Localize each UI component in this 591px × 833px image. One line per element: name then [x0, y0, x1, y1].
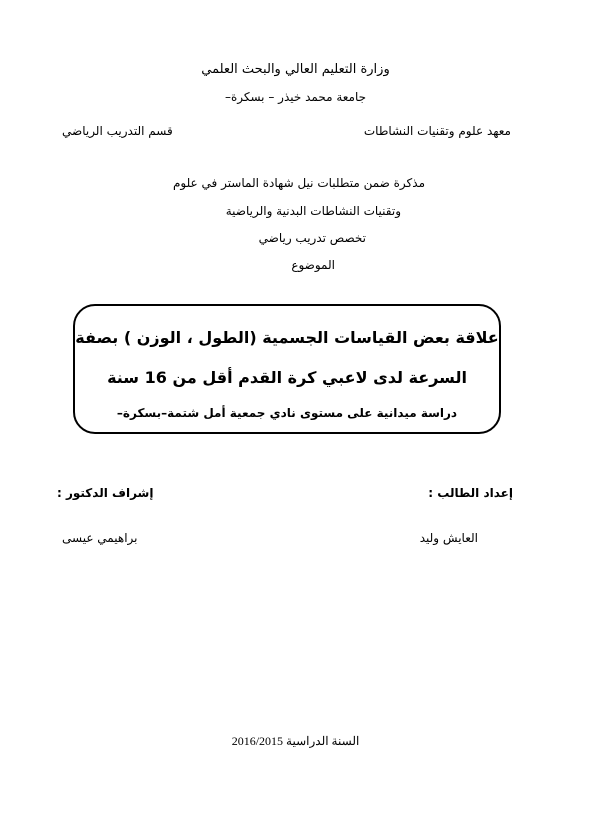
thesis-purpose-line-1: مذكرة ضمن متطلبات نيل شهادة الماستر في علوم [172, 176, 425, 190]
supervisor-label: إشراف الدكتور : [57, 486, 154, 500]
academic-year: السنة الدراسية 2016/2015 [231, 734, 360, 748]
student-name: العايش وليد [419, 531, 478, 545]
subject-label: الموضوع [291, 258, 335, 272]
thesis-title-line-1: علاقة بعض القياسات الجسمية (الطول ، الوزن ) بصفة [75, 328, 499, 347]
thesis-study-description: دراسة ميدانية على مستوى نادي جمعية أمل شتمة–بسكرة– [116, 406, 458, 420]
institute-name: معهد علوم وتقنيات النشاطات [363, 124, 511, 138]
thesis-title-line-2: السرعة لدى لاعبي كرة القدم أقل من 16 سنة [107, 368, 467, 387]
university-name: جامعة محمد خيذر – بسكرة– [224, 90, 367, 104]
supervisor-name: براهيمي عيسى [62, 531, 138, 545]
ministry-name: وزارة التعليم العالي والبحث العلمي [201, 62, 390, 77]
thesis-specialty: تخصص تدريب رياضي [258, 231, 366, 245]
department-name: قسم التدريب الرياضي [62, 124, 173, 138]
student-label: إعداد الطالب : [428, 486, 513, 500]
thesis-purpose-line-2: وتقنيات النشاطات البدنية والرياضية [225, 204, 401, 218]
thesis-title-box [73, 304, 501, 434]
